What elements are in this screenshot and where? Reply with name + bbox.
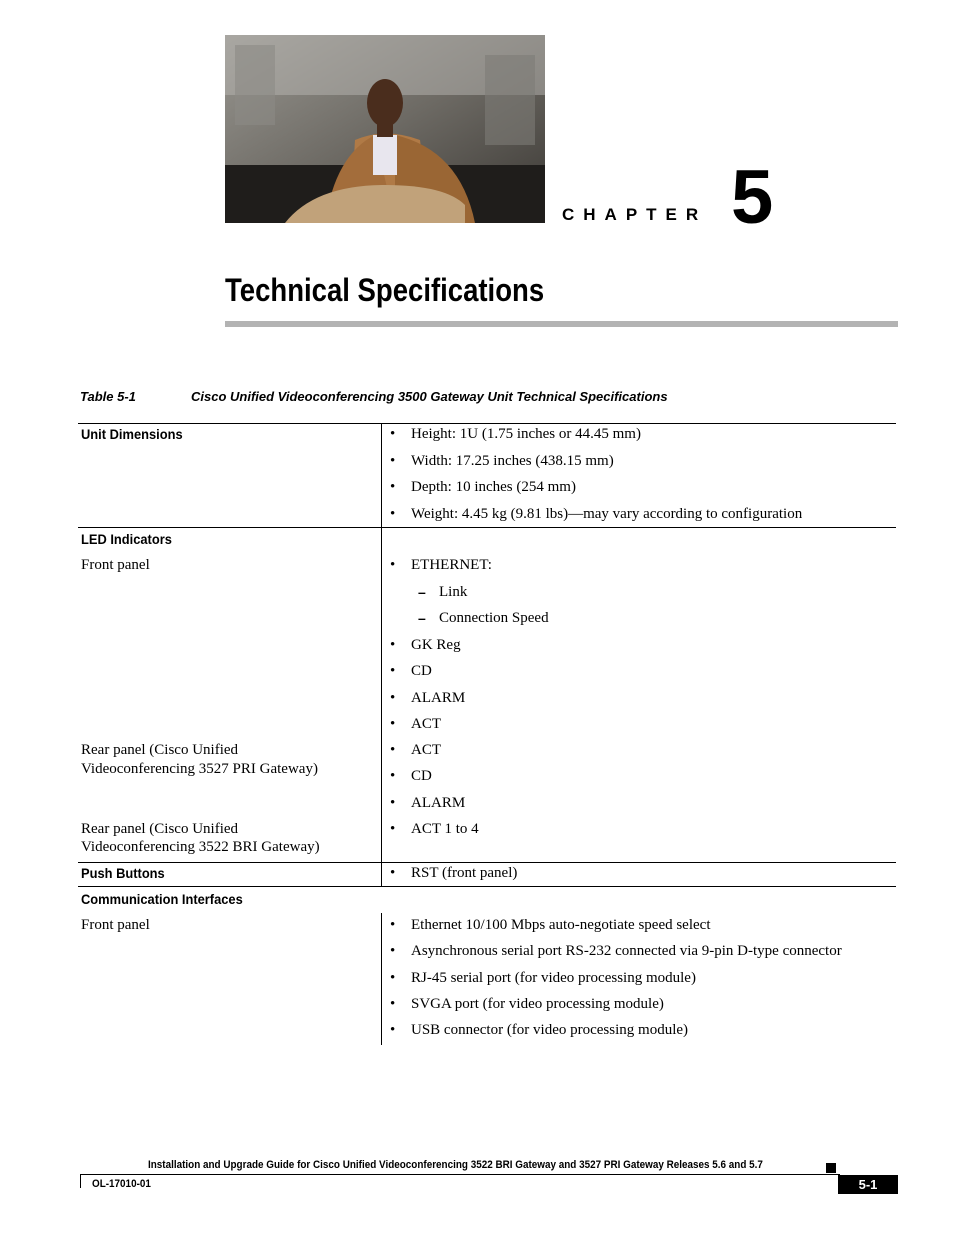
table-rule-led — [78, 527, 896, 528]
bullet: • — [390, 821, 396, 837]
list-item: CD — [411, 768, 432, 784]
bullet: • — [390, 426, 396, 442]
chapter-label: CHAPTER — [562, 205, 708, 224]
row-heading-communication-interfaces: Communication Interfaces — [81, 891, 243, 907]
row-label-rear-pri-line2: Videoconferencing 3527 PRI Gateway) — [81, 761, 318, 777]
list-item: RJ-45 serial port (for video processing module) — [411, 970, 696, 986]
footer-doc-number: OL-17010-01 — [92, 1178, 151, 1190]
list-item: CD — [411, 663, 432, 679]
bullet: • — [390, 768, 396, 784]
sub-list-item: Connection Speed — [439, 610, 549, 626]
row-label-front-panel: Front panel — [81, 557, 150, 573]
list-item: Depth: 10 inches (254 mm) — [411, 479, 576, 495]
row-label-rear-bri-line2: Videoconferencing 3522 BRI Gateway) — [81, 839, 320, 855]
table-rule-top — [78, 423, 896, 424]
list-item: Ethernet 10/100 Mbps auto-negotiate speed select — [411, 917, 711, 933]
table-caption-text: Cisco Unified Videoconferencing 3500 Gateway Unit Technical Specifications — [191, 389, 668, 404]
bullet: • — [390, 479, 396, 495]
row-label-rear-pri-line1: Rear panel (Cisco Unified — [81, 742, 239, 758]
bullet: • — [390, 1022, 396, 1038]
footer-marker — [826, 1163, 836, 1173]
dash: – — [418, 584, 426, 600]
sub-list-item: Link — [439, 584, 468, 600]
row-heading-led-indicators: LED Indicators — [81, 531, 172, 547]
row-heading-unit-dimensions: Unit Dimensions — [81, 426, 183, 442]
list-item: ETHERNET: — [411, 557, 492, 573]
list-item: GK Reg — [411, 637, 461, 653]
bullet: • — [390, 557, 396, 573]
bullet: • — [390, 865, 396, 881]
bullet: • — [390, 637, 396, 653]
bullet: • — [390, 663, 396, 679]
bullet: • — [390, 943, 396, 959]
row-label-rear-bri-line1: Rear panel (Cisco Unified — [81, 821, 239, 837]
dash: – — [418, 610, 426, 626]
table-column-divider-comm — [381, 913, 382, 1045]
row-heading-push-buttons: Push Buttons — [81, 865, 165, 881]
list-item: Asynchronous serial port RS-232 connected via 9-pin D-type connector — [411, 943, 842, 959]
bullet: • — [390, 996, 396, 1012]
chapter-number: 5 — [731, 155, 774, 240]
list-item: ACT — [411, 742, 441, 758]
title-rule — [225, 321, 898, 327]
list-item: SVGA port (for video processing module) — [411, 996, 664, 1012]
list-item: Weight: 4.45 kg (9.81 lbs)—may vary according to configuration — [411, 506, 803, 522]
footer-tick — [80, 1174, 81, 1188]
list-item: ALARM — [411, 795, 466, 811]
row-label-comm-front-panel: Front panel — [81, 917, 150, 933]
list-item: Width: 17.25 inches (438.15 mm) — [411, 453, 614, 469]
list-item: ALARM — [411, 690, 466, 706]
page-title: Technical Specifications — [225, 272, 545, 308]
bullet: • — [390, 716, 396, 732]
list-item: ACT 1 to 4 — [411, 821, 479, 837]
bullet: • — [390, 970, 396, 986]
list-item: Height: 1U (1.75 inches or 44.45 mm) — [411, 426, 641, 442]
chapter-photo-graphic — [225, 35, 545, 223]
page-number: 5-1 — [838, 1175, 898, 1194]
chapter-photo — [225, 35, 545, 223]
table-rule-push — [78, 862, 896, 863]
list-item: RST (front panel) — [411, 865, 518, 881]
table-caption-number: Table 5-1 — [80, 389, 136, 404]
list-item: ACT — [411, 716, 441, 732]
list-item: USB connector (for video processing module) — [411, 1022, 689, 1038]
bullet: • — [390, 742, 396, 758]
bullet: • — [390, 795, 396, 811]
bullet: • — [390, 506, 396, 522]
bullet: • — [390, 690, 396, 706]
footer-rule — [80, 1174, 840, 1175]
table-column-divider — [381, 423, 382, 886]
bullet: • — [390, 917, 396, 933]
table-rule-comm — [78, 886, 896, 887]
bullet: • — [390, 453, 396, 469]
footer-guide-title: Installation and Upgrade Guide for Cisco Unified Videoconferencing 3522 BRI Gateway and 3527 PRI Gateway Releases 5.6 and 5.7 — [148, 1159, 763, 1171]
